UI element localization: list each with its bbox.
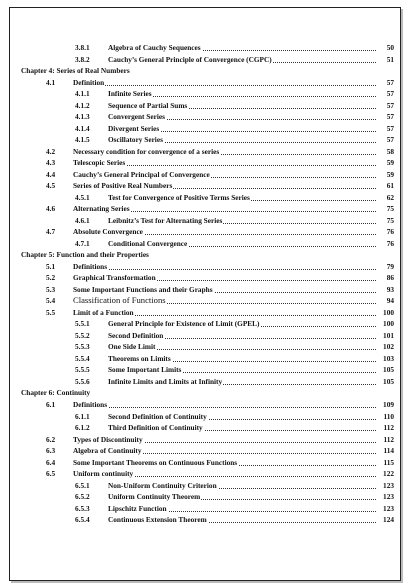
toc-entry[interactable] <box>10 445 402 457</box>
toc-entry-title: Limit of a Function <box>73 307 134 317</box>
toc-entry[interactable] <box>10 123 402 135</box>
toc-dot-leader <box>73 407 376 408</box>
toc-entry[interactable] <box>10 42 402 54</box>
toc-page-number: 123 <box>383 480 394 490</box>
toc-page-number: 115 <box>383 457 394 467</box>
toc-section-number: 4.1.2 <box>75 100 90 110</box>
toc-entry-title: Some Important Limits <box>108 365 182 375</box>
toc-entry-title: Cauchy’s General Principle of Convergence (CGPC) <box>108 54 272 64</box>
toc-entry[interactable] <box>10 146 402 158</box>
toc-page-number: 114 <box>383 446 394 456</box>
toc-page-number: 59 <box>386 169 394 179</box>
toc-dot-leader <box>73 269 376 270</box>
toc-chapter-heading[interactable] <box>10 387 402 399</box>
toc-entry[interactable] <box>10 318 402 330</box>
toc-section-number: 4.1.1 <box>75 89 90 99</box>
toc-entry[interactable] <box>10 330 402 342</box>
toc-section-number: 4.7 <box>46 227 56 237</box>
toc-page-number: 79 <box>386 261 394 271</box>
toc-entry[interactable] <box>10 226 402 238</box>
toc-entry[interactable] <box>10 376 402 388</box>
table-of-contents <box>10 42 402 526</box>
toc-page-number: 100 <box>383 319 394 329</box>
toc-entry[interactable] <box>10 514 402 526</box>
toc-entry-title: Algebra of Cauchy Sequences <box>108 43 201 52</box>
toc-entry-title: Infinite Series <box>108 89 152 99</box>
toc-section-number: 5.4 <box>46 296 56 306</box>
toc-entry[interactable] <box>10 491 402 503</box>
toc-page-number: 100 <box>383 307 394 317</box>
toc-section-number: 4.1.4 <box>75 123 90 133</box>
toc-entry-title: General Principle for Existence of Limit (GPEL) <box>108 319 260 329</box>
toc-entry[interactable] <box>10 353 402 365</box>
toc-section-number: 6.5 <box>46 469 56 479</box>
toc-entry-title: Absolute Convergence <box>73 227 143 237</box>
toc-section-number: 6.3 <box>46 446 56 456</box>
toc-section-number: 4.6 <box>46 204 56 214</box>
toc-page-number: 58 <box>386 146 394 156</box>
toc-page-number: 75 <box>386 204 394 214</box>
toc-page-number: 57 <box>386 123 394 133</box>
toc-entry-title: Uniform continuity <box>73 469 134 479</box>
toc-entry-title: Sequence of Partial Sums <box>108 100 188 110</box>
toc-section-number: 4.5 <box>46 181 56 191</box>
document-page <box>9 7 401 581</box>
toc-section-number: 6.5.2 <box>75 492 90 502</box>
toc-section-number: 4.6.1 <box>75 215 90 225</box>
toc-entry[interactable] <box>10 111 402 123</box>
toc-section-number: 5.5.4 <box>75 353 90 363</box>
toc-page-number: 57 <box>386 89 394 99</box>
toc-entry[interactable] <box>10 100 402 112</box>
toc-entry-title: Algebra of Continuity <box>73 446 142 456</box>
toc-page-number: 57 <box>386 100 394 110</box>
toc-entry-title: Continuous Extension Theorem <box>108 515 207 525</box>
toc-section-number: 3.8.2 <box>75 54 90 64</box>
toc-entry[interactable] <box>10 480 402 492</box>
toc-entry[interactable] <box>10 341 402 353</box>
toc-entry-title: Series of Positive Real Numbers <box>73 181 173 191</box>
toc-section-number: 4.5.1 <box>75 192 90 202</box>
toc-page-number: 57 <box>386 77 394 87</box>
toc-entry[interactable] <box>10 215 402 227</box>
toc-page-number: 112 <box>383 434 394 444</box>
toc-entry-title: Some Important Theorems on Continuous Functions <box>73 457 238 467</box>
toc-page-number: 110 <box>383 411 394 421</box>
toc-section-number: 4.1.5 <box>75 135 90 145</box>
toc-section-number: 5.5 <box>46 307 56 317</box>
toc-entry-title: One Side Limit <box>108 342 156 352</box>
toc-section-number: 6.4 <box>46 457 56 467</box>
toc-entry[interactable] <box>10 88 402 100</box>
toc-entry[interactable] <box>10 295 402 307</box>
toc-page-number: 94 <box>386 296 394 306</box>
toc-section-number: 4.3 <box>46 158 56 168</box>
toc-entry-title: Infinite Limits and Limits at Infinity <box>108 376 223 386</box>
toc-page-number: 93 <box>386 284 394 294</box>
toc-section-number: 4.1 <box>46 77 56 87</box>
toc-entry-title: Second Definition of Continuity <box>108 411 207 421</box>
toc-section-number: 4.4 <box>46 169 56 179</box>
toc-chapter-title: Chapter 5: Function and their Properties <box>21 250 149 260</box>
toc-page-number: 105 <box>383 365 394 375</box>
toc-page-number: 102 <box>383 342 394 352</box>
toc-entry-title: Telescopic Series <box>73 158 126 168</box>
toc-page-number: 57 <box>386 135 394 145</box>
toc-section-number: 4.7.1 <box>75 238 90 248</box>
toc-page-number: 59 <box>386 158 394 168</box>
toc-entry[interactable] <box>10 422 402 434</box>
toc-entry-title: Uniform Continuity Theorem <box>108 492 201 502</box>
toc-section-number: 6.5.4 <box>75 515 90 525</box>
toc-page-number: 50 <box>386 43 394 52</box>
toc-chapter-heading[interactable] <box>10 249 402 261</box>
toc-dot-leader <box>73 85 376 86</box>
toc-page-number: 51 <box>386 54 394 64</box>
toc-section-number: 6.2 <box>46 434 56 444</box>
toc-entry[interactable] <box>10 261 402 273</box>
toc-entry-title: Third Definition of Continuity <box>108 423 203 433</box>
toc-page-number: 101 <box>383 330 394 340</box>
toc-entry-title: Leibnitz’s Test for Alternating Series <box>108 215 223 225</box>
toc-section-number: 5.5.3 <box>75 342 90 352</box>
toc-page-number: 122 <box>383 469 394 479</box>
toc-section-number: 6.5.1 <box>75 480 90 490</box>
toc-entry-title: Definitions <box>73 261 108 271</box>
toc-page-number: 112 <box>383 423 394 433</box>
toc-entry-title: Some Important Functions and their Graphs <box>73 284 213 294</box>
toc-page-number: 86 <box>386 273 394 283</box>
toc-chapter-title: Chapter 4: Series of Real Numbers <box>21 66 130 76</box>
toc-page-number: 123 <box>383 492 394 502</box>
toc-section-number: 5.1 <box>46 261 56 271</box>
toc-entry[interactable] <box>10 54 402 66</box>
toc-chapter-title: Chapter 6: Continuity <box>21 388 91 398</box>
toc-section-number: 5.5.6 <box>75 376 90 386</box>
toc-page-number: 103 <box>383 353 394 363</box>
toc-entry-title: Lipschitz Function <box>108 503 167 513</box>
toc-page-number: 109 <box>383 399 394 409</box>
toc-entry-title: Types of Discontinuity <box>73 434 143 444</box>
toc-entry-title: Definition <box>73 77 105 87</box>
toc-page-number: 76 <box>386 238 394 248</box>
toc-entry[interactable] <box>10 411 402 423</box>
toc-chapter-heading[interactable] <box>10 65 402 77</box>
toc-entry[interactable] <box>10 364 402 376</box>
toc-entry-title: Theorems on Limits <box>108 353 171 363</box>
toc-section-number: 6.1.2 <box>75 423 90 433</box>
toc-page-number: 76 <box>386 227 394 237</box>
toc-section-number: 6.1.1 <box>75 411 90 421</box>
toc-entry-title: Cauchy’s General Principal of Convergence <box>73 169 210 179</box>
toc-entry-title: Non-Uniform Continuity Criterion <box>108 480 217 490</box>
toc-entry[interactable] <box>10 457 402 469</box>
toc-entry[interactable] <box>10 238 402 250</box>
toc-entry[interactable] <box>10 169 402 181</box>
toc-entry-title: Graphical Transformation <box>73 273 156 283</box>
toc-entry-title: Classification of Functions <box>73 295 166 306</box>
toc-entry-title: Alternating Series <box>73 204 130 214</box>
toc-entry[interactable] <box>10 434 402 446</box>
toc-section-number: 5.2 <box>46 273 56 283</box>
toc-entry-title: Second Definition <box>108 330 164 340</box>
toc-entry[interactable] <box>10 399 402 411</box>
toc-page-number: 75 <box>386 215 394 225</box>
toc-section-number: 5.3 <box>46 284 56 294</box>
toc-section-number: 6.5.3 <box>75 503 90 513</box>
toc-section-number: 5.5.1 <box>75 319 90 329</box>
toc-entry-title: Divergent Series <box>108 123 160 133</box>
toc-entry[interactable] <box>10 284 402 296</box>
toc-entry[interactable] <box>10 157 402 169</box>
toc-entry[interactable] <box>10 272 402 284</box>
toc-section-number: 5.5.5 <box>75 365 90 375</box>
toc-page-number: 105 <box>383 376 394 386</box>
toc-page-number: 62 <box>386 192 394 202</box>
toc-section-number: 5.5.2 <box>75 330 90 340</box>
toc-entry-title: Test for Convergence of Positive Terms Series <box>108 192 250 202</box>
toc-section-number: 3.8.1 <box>75 43 90 52</box>
toc-page-number: 57 <box>386 112 394 122</box>
toc-section-number: 6.1 <box>46 399 56 409</box>
toc-page-number: 123 <box>383 503 394 513</box>
toc-entry[interactable] <box>10 203 402 215</box>
toc-page-number: 61 <box>386 181 394 191</box>
toc-section-number: 4.1.3 <box>75 112 90 122</box>
toc-entry[interactable] <box>10 503 402 515</box>
toc-entry[interactable] <box>10 468 402 480</box>
toc-entry[interactable] <box>10 307 402 319</box>
toc-page-number: 124 <box>383 515 394 525</box>
toc-entry[interactable] <box>10 180 402 192</box>
toc-entry-title: Necessary condition for convergence of a series <box>73 146 220 156</box>
toc-entry[interactable] <box>10 134 402 146</box>
toc-entry[interactable] <box>10 77 402 89</box>
toc-entry[interactable] <box>10 192 402 204</box>
toc-entry-title: Conditional Convergence <box>108 238 188 248</box>
toc-section-number: 4.2 <box>46 146 56 156</box>
toc-entry-title: Convergent Series <box>108 112 165 122</box>
toc-entry-title: Definitions <box>73 399 108 409</box>
toc-entry-title: Oscillatory Series <box>108 135 163 145</box>
